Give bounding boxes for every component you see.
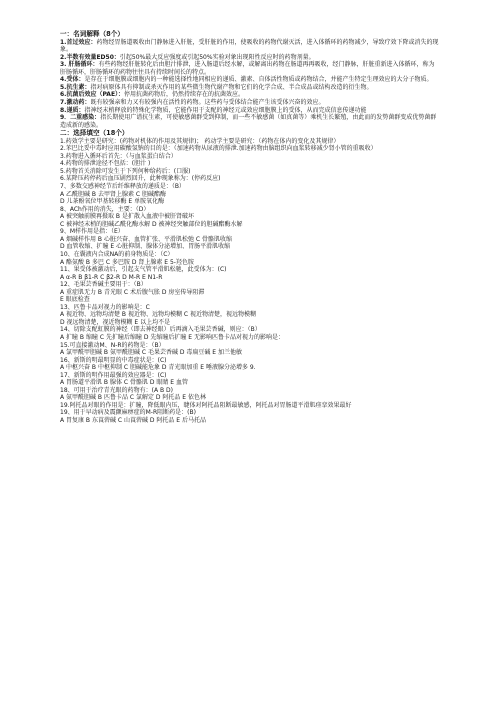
definition-term: 6.抗菌后效应（PAE）： — [60, 91, 125, 99]
definition-text: 是存在于细胞膜或细胞内的一种能选择性地同相应的递质、激素、自体活性物质或药物结合，并能产生特定生理效应的大分子物质。 — [84, 76, 433, 84]
definition-term: 5.抗生素： — [60, 83, 91, 91]
definition-term: 3. 肝肠循环： — [60, 61, 99, 69]
definition-item — [60, 76, 440, 84]
question-line: 2.苯巴比妥中毒时应用碳酸氢钠的目的是：（加速药物从尿液的排泄.加速药物由脑组织向血浆转移减少肾小管的重吸收） — [60, 145, 377, 153]
section2-title: 二：选择填空（18个） — [60, 129, 129, 138]
question-line: 18、可用于治疗青光眼的药物有：(A B D) — [60, 386, 173, 394]
definition-text: 有些药物经肝脏转化后由胆汁排泄，进入肠道后经水解，或解离出药物在肠道再再吸收，经门静脉，肝脏重新进入体循环，称为肝肠循环，肝肠循环的药物往往具有持续时间长的特点。 — [60, 61, 435, 76]
question-line: 14、切除支配虹膜的神经（即去神经眼）后再滴入毛果芸香碱，则应：（B） — [60, 326, 261, 334]
section1-title: 一：名词解释（8个） — [60, 30, 124, 38]
question-line: D 儿茶酚氧位甲基转移酶 E 单胺氧化酶 — [60, 198, 165, 206]
question-line: 7、多数交感神经节后纤维释放的递质是：（B） — [60, 183, 185, 191]
question-line: 19、用于早动病及震颤麻痹症的M-R阻断药是：(B) — [60, 409, 196, 417]
question-line: 11、果受体被激动后，引起支气管平滑肌松驰，此受体为：(C) — [60, 266, 227, 274]
question-line: 17、新斯的明作用最强的效应器是：(C) — [60, 371, 167, 379]
definition-text: 指神经末梢释放的特殊化学物质，它能作用于支配的神经元或效应细胞膜上的受体，从而完成信息传递功能 — [84, 106, 367, 114]
definition-text: 指对病原体具有抑制或杀灭作用的某些微生物代谢产物和它们的化学合成、半合成品或结构改造的衍生物。 — [90, 83, 373, 91]
question-line: A 烟碱样作用 B 心脏兴奋、血管扩张、平滑肌松弛 C 骨骼肌收缩 — [60, 235, 232, 243]
question-line: A 重症肌无力 B 青光眼 C 术后腹气胀 D 房室传导阻滞 — [60, 288, 205, 296]
question-line: A 扩瞳 B 缩瞳 C 先扩瞳后缩瞳 D 先缩瞳后扩瞳 E 无影响匹鲁卡品对视力的影响是： — [60, 333, 284, 341]
question-line: A 乙酰胆碱 B 去甲肾上腺素 C 胆碱酯酶 — [60, 190, 166, 198]
question-line: A 氨甲酰胆碱 B 匹鲁卡品 C 氯解定 D 阿托品 E 依色林 — [60, 394, 206, 402]
definition-text: 既有较强亲和力又有较强内在活性的药物。这些药与受体结合能产生该受体兴奋的效应。 — [90, 98, 325, 106]
question-line: 3.药物进入循环后首先：（与血浆蛋白结合） — [60, 152, 177, 160]
definition-term: 1.首过效应： — [60, 38, 97, 46]
definition-item — [60, 107, 440, 115]
question-line: A 胃复康 B 东莨菪碱 C 山莨菪碱 D 阿托品 E 后马托品 — [60, 416, 206, 424]
definition-term: 8.递质： — [60, 106, 85, 114]
question-line: 13、匹鲁卡品对视力的影响是：C — [60, 303, 150, 311]
question-line: A 胃肠道平滑肌 B 腺体 C 骨骼肌 D 眼睛 E 血管 — [60, 379, 188, 387]
definition-item — [60, 61, 440, 76]
questions-list — [60, 138, 440, 425]
question-line: C 被神经末梢的胆碱乙酰化酶水解 D 被神经突触部位的胆碱酯酶水解 — [60, 220, 243, 228]
definition-term: 9．二重感染： — [60, 114, 101, 122]
question-line: A α-R B β1-R C β2-R D M-R E N1-R — [60, 273, 163, 281]
question-line: 16、新斯的明最明显的中毒症状是：(C) — [60, 356, 167, 364]
definition-term: 4.受体： — [60, 76, 85, 84]
question-line: A 视近物、远物均清楚 B 视近物、远物均模糊 C 视近物清楚，视远物模糊 — [60, 311, 256, 319]
question-line: 12、毛果芸香碱主要用于：（B） — [60, 281, 147, 289]
question-line: E 眼底检查 — [60, 296, 90, 304]
question-line: 4.药物的排泄途径不包括：(胆汁 ) — [60, 160, 151, 168]
definition-text: 指长期使用广谱抗生素，可使敏感菌群受到抑制，而一些不敏感菌（如真菌等）乘机生长繁殖，由此而的发势菌群变成优势菌群造成新的感染。 — [60, 114, 437, 129]
question-line: 1.药效学主要是研究：(药物对机体的作用及其规律)； 药动学主要是研究：（药物在体内的变化及其规律） — [60, 137, 340, 145]
definition-text: 停用抗菌药物后，仍然持续存在的抗菌效应。 — [124, 91, 245, 99]
question-line: A 中枢兴奋 B 中枢抑制 C 胆碱能危象 D 青光眼加重 E 唾液腺分泌增多 9. — [60, 364, 256, 372]
definitions-list — [60, 39, 440, 130]
definition-term: 7.激动药： — [60, 98, 91, 106]
definition-text: 引起50%最大反应强度或引起50%实验对象出现阳性反应时的药物剂量。 — [119, 53, 315, 61]
definition-item — [60, 39, 440, 54]
question-line: 8、ACh作用的消失，主要：（D） — [60, 205, 150, 213]
question-line: 15.可直接激动M、N-R的药物是：（B） — [60, 341, 165, 349]
definition-text: 药物经胃肠道吸收由门静脉进入肝脏，受肝脏的作用，使吸收的药物代谢灭活，进入体循环的药物减少，导致疗效下降或消失的现象。 — [60, 38, 439, 54]
question-line: D 视远物清楚，视近物模糊 E 以上均不是 — [60, 318, 171, 326]
definition-item — [60, 99, 440, 107]
question-line: 6.某降压药停药后血压剧烈回升，此种现象称为：(停药反应) — [60, 175, 221, 183]
question-line: 10、在囊液内合成NA的前身物质是：（C） — [60, 250, 174, 258]
question-line: D 血管收缩、扩瞳 E 心脏抑制、腺体分泌增加、胃肠平滑肌收缩 — [60, 243, 231, 251]
question-line: A 被突触前膜再摄取 B 是扩散入血液中被肝肾破坏 — [60, 213, 194, 221]
question-line: 19.阿托品对眼的作用是：扩瞳，降低眼内压，睫体对阿托品阻断最敏感，阿托品对胃肠道平滑肌痉挛效果最好 — [60, 401, 352, 409]
definition-item — [60, 114, 440, 129]
definition-term: 2.半数有效量ED50： — [60, 53, 120, 61]
question-line: 9、M样作用是指：（E） — [60, 228, 124, 236]
question-line: A 酪氨酸 B 多巴 C 多巴胺 D 肾上腺素 E 5-羟色胺 — [60, 258, 194, 266]
definition-item — [60, 91, 440, 99]
question-line: 5.药物首关消除可发生于下列何种给药后：(口服) — [60, 167, 191, 175]
question-line: A 氯甲酰甲胆碱 B 氨甲酰胆碱 C 毛果芸香碱 D 毒扁豆碱 E 加兰他敏 — [60, 349, 242, 357]
